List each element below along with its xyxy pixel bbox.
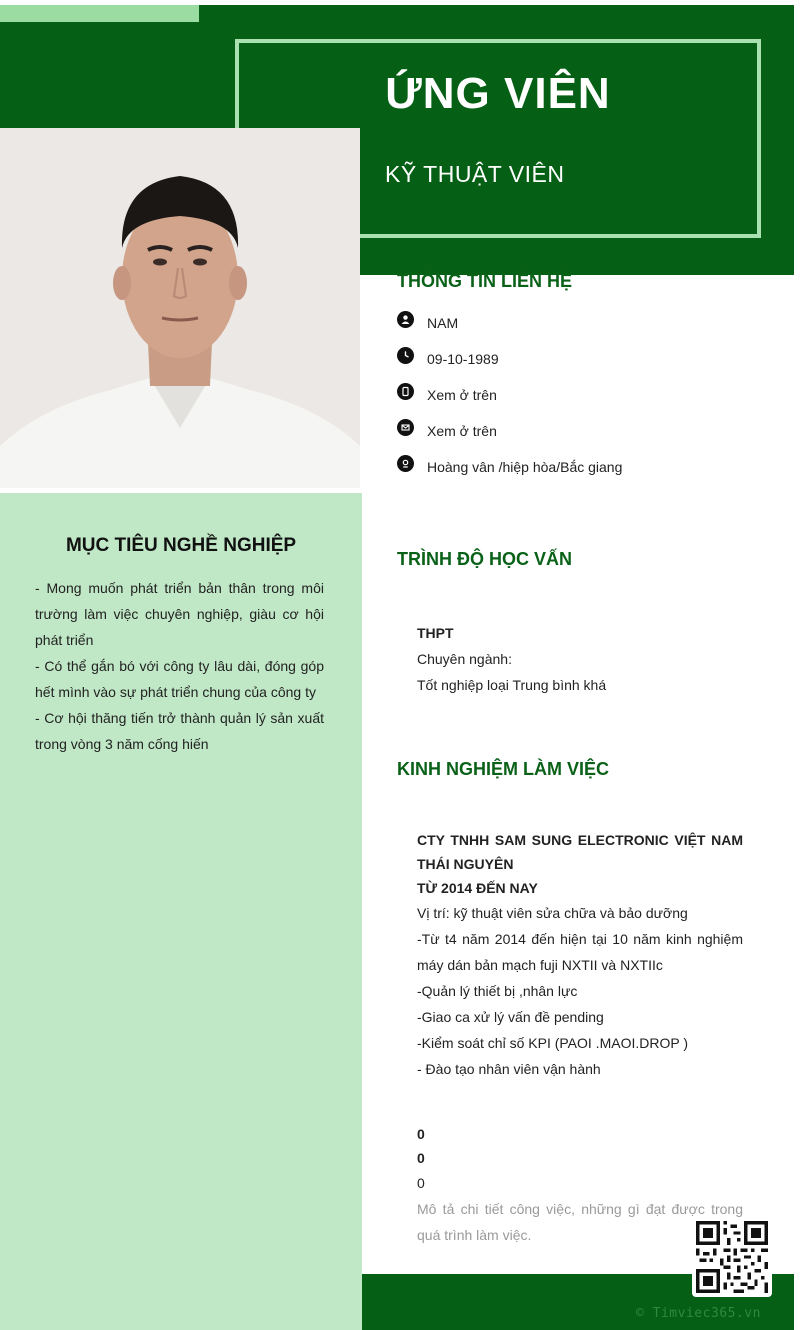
- objective-title: MỤC TIÊU NGHỀ NGHIỆP: [65, 535, 297, 556]
- experience-line: -Từ t4 năm 2014 đến hiện tại 10 năm kinh nghiệm máy dán bản mạch fuji NXTII và NXTIIc: [417, 931, 743, 973]
- experience-line: -Giao ca xử lý vấn đề pending: [417, 1009, 604, 1025]
- gender-value: NAM: [427, 315, 459, 331]
- phone-value: Xem ở trên: [427, 387, 497, 403]
- email-icon: [397, 419, 414, 436]
- education-result: Tốt nghiệp loại Trung bình khá: [417, 677, 607, 693]
- experience-company: CTY TNHH SAM SUNG ELECTRONIC VIỆT NAM THÁI NGUYÊN: [417, 832, 743, 872]
- experience-second-period: 0: [417, 1150, 425, 1166]
- contact-title: THÔNG TIN LIÊN HỆ: [397, 271, 572, 291]
- experience-second-company: 0: [417, 1126, 425, 1142]
- profile-photo: [0, 128, 360, 488]
- job-position: KỸ THUẬT VIÊN: [385, 161, 565, 187]
- contact-list: [397, 305, 777, 485]
- experience-period: TỪ 2014 ĐẾN NAY: [417, 880, 538, 896]
- experience-spacer: [417, 1082, 743, 1122]
- experience-line: Vị trí: kỹ thuật viên sửa chữa và bảo dưỡng: [417, 905, 688, 921]
- address-value: Hoàng vân /hiệp hòa/Bắc giang: [427, 459, 623, 475]
- contact-email: [397, 413, 777, 449]
- education-entry: [417, 620, 743, 698]
- candidate-name: ỨNG VIÊN: [385, 69, 611, 118]
- education-title: TRÌNH ĐỘ HỌC VẤN: [397, 549, 572, 569]
- objective-panel: [0, 493, 362, 1330]
- email-value: Xem ở trên: [427, 423, 497, 439]
- watermark: © Timviec365.vn: [636, 1306, 761, 1321]
- qr-code: [692, 1217, 772, 1297]
- birthday-value: 09-10-1989: [427, 351, 499, 367]
- header-accent-tab: [0, 5, 199, 22]
- person-icon: [397, 311, 414, 328]
- objective-item: - Cơ hội thăng tiến trở thành quản lý sản xuất trong vòng 3 năm cống hiến: [35, 710, 324, 752]
- objective-item: - Mong muốn phát triển bản thân trong môi trường làm việc chuyên nghiệp, giàu cơ hội phát triển: [35, 580, 324, 648]
- contact-gender: [397, 305, 777, 341]
- experience-title: KINH NGHIỆM LÀM VIỆC: [397, 759, 610, 779]
- objective-list: [35, 575, 324, 757]
- objective-item: - Có thể gắn bó với công ty lâu dài, đóng góp hết mình vào sự phát triển chung của công ty: [35, 658, 324, 700]
- phone-icon: [397, 383, 414, 400]
- experience-line: -Kiểm soát chỉ số KPI (PAOI .MAOI.DROP ): [417, 1035, 688, 1051]
- contact-address: [397, 449, 777, 485]
- experience-line: - Đào tạo nhân viên vận hành: [417, 1061, 601, 1077]
- contact-birthday: [397, 341, 777, 377]
- education-school: THPT: [417, 625, 454, 641]
- contact-phone: [397, 377, 777, 413]
- location-icon: [397, 455, 414, 472]
- experience-entry: [417, 828, 743, 1248]
- clock-icon: [397, 347, 414, 364]
- experience-line: -Quản lý thiết bị ,nhân lực: [417, 983, 578, 999]
- education-major: Chuyên ngành:: [417, 651, 512, 667]
- experience-second-role: 0: [417, 1175, 425, 1191]
- experience-placeholder: Mô tả chi tiết công việc, những gì đạt được trong quá trình làm việc.: [417, 1201, 743, 1243]
